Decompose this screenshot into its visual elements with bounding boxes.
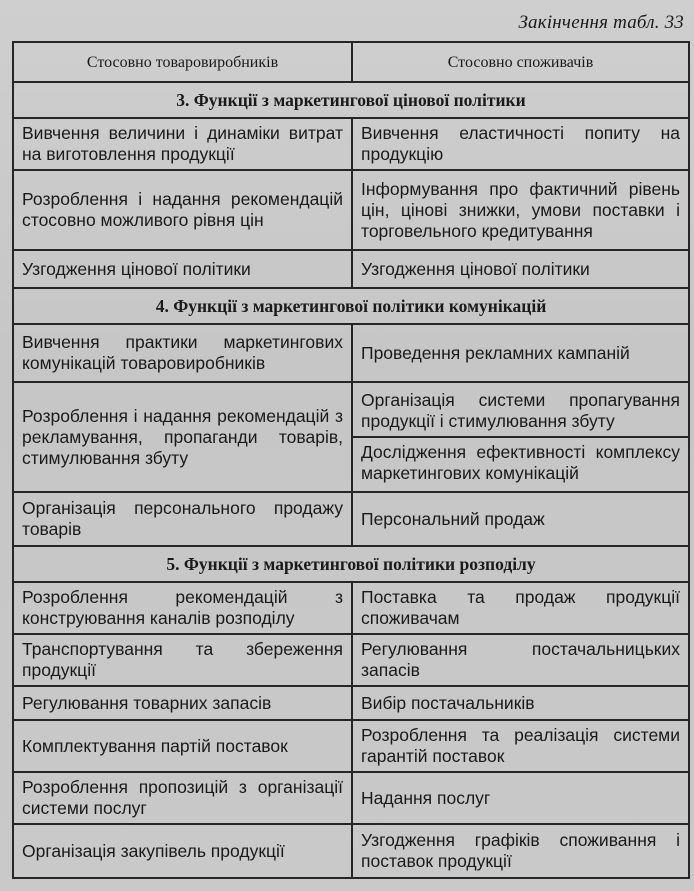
section-title-communications: 4. Функції з маркетингової політики комунікацій [13,288,689,324]
section-row [13,288,689,324]
column-header-consumers: Стосовно споживачів [352,42,689,82]
table-cell: Поставка та продаж продукції споживачам [352,582,689,634]
table-row [13,250,689,288]
table-row [13,382,689,492]
functions-table [12,41,690,879]
table-row [13,824,689,878]
table-cell: Вибір постачальників [352,686,689,720]
table-row [13,686,689,720]
section-row [13,546,689,582]
section-title-price: 3. Функції з маркетингової цінової політики [13,82,689,118]
table-row [13,170,689,250]
table-cell: Вивчення практики маркетингових комунікацій товаровиробників [13,324,352,382]
table-cell: Узгодження цінової політики [352,250,689,288]
table-row [13,634,689,686]
table-subcell: Дослідження ефективності комплексу маркетингових комунікацій [353,436,688,488]
table-cell: Розроблення і надання рекомендацій з рекламування, пропаганди товарів, стимулювання збуту [13,382,352,492]
table-cell: Вивчення еластичності попиту на продукцію [352,118,689,170]
table-cell: Комплектування партій поставок [13,720,352,772]
table-cell: Регулювання товарних запасів [13,686,352,720]
table-cell: Розроблення рекомендацій з конструювання каналів розподілу [13,582,352,634]
table-cell: Транспортування та збереження продукції [13,634,352,686]
table-cell: Розроблення пропозицій з організації системи послуг [13,772,352,824]
table-cell: Узгодження графіків споживання і поставок продукції [352,824,689,878]
column-header-producers: Стосовно товаровиробників [13,42,352,82]
table-row [13,772,689,824]
table-row [13,720,689,772]
table-row [13,118,689,170]
section-title-distribution: 5. Функції з маркетингової політики розподілу [13,546,689,582]
table-row [13,324,689,382]
table-cell: Проведення рекламних кампаній [352,324,689,382]
table-caption: Закінчення табл. 33 [518,12,684,33]
table-cell: Узгодження цінової політики [13,250,352,288]
table-row [13,582,689,634]
table-cell: Організація закупівель продукції [13,824,352,878]
table-cell-split [352,382,689,492]
table-subcell: Організація системи пропагування продукції і стимулювання збуту [361,390,680,431]
table-cell: Вивчення величини і динаміки витрат на виготовлення продукції [13,118,352,170]
table-cell: Організація персонального продажу товарів [13,492,352,546]
table-cell: Розроблення та реалізація системи гарантій поставок [352,720,689,772]
header-row [13,42,689,82]
table-cell: Регулювання постачальницьких запасів [352,634,689,686]
table-cell: Інформування про фактичний рівень цін, цінові знижки, умови поставки і торговельного кредитування [352,170,689,250]
section-row [13,82,689,118]
table-cell: Персональний продаж [352,492,689,546]
table-row [13,492,689,546]
table-cell: Надання послуг [352,772,689,824]
table-cell: Розроблення і надання рекомендацій стосовно можливого рівня цін [13,170,352,250]
